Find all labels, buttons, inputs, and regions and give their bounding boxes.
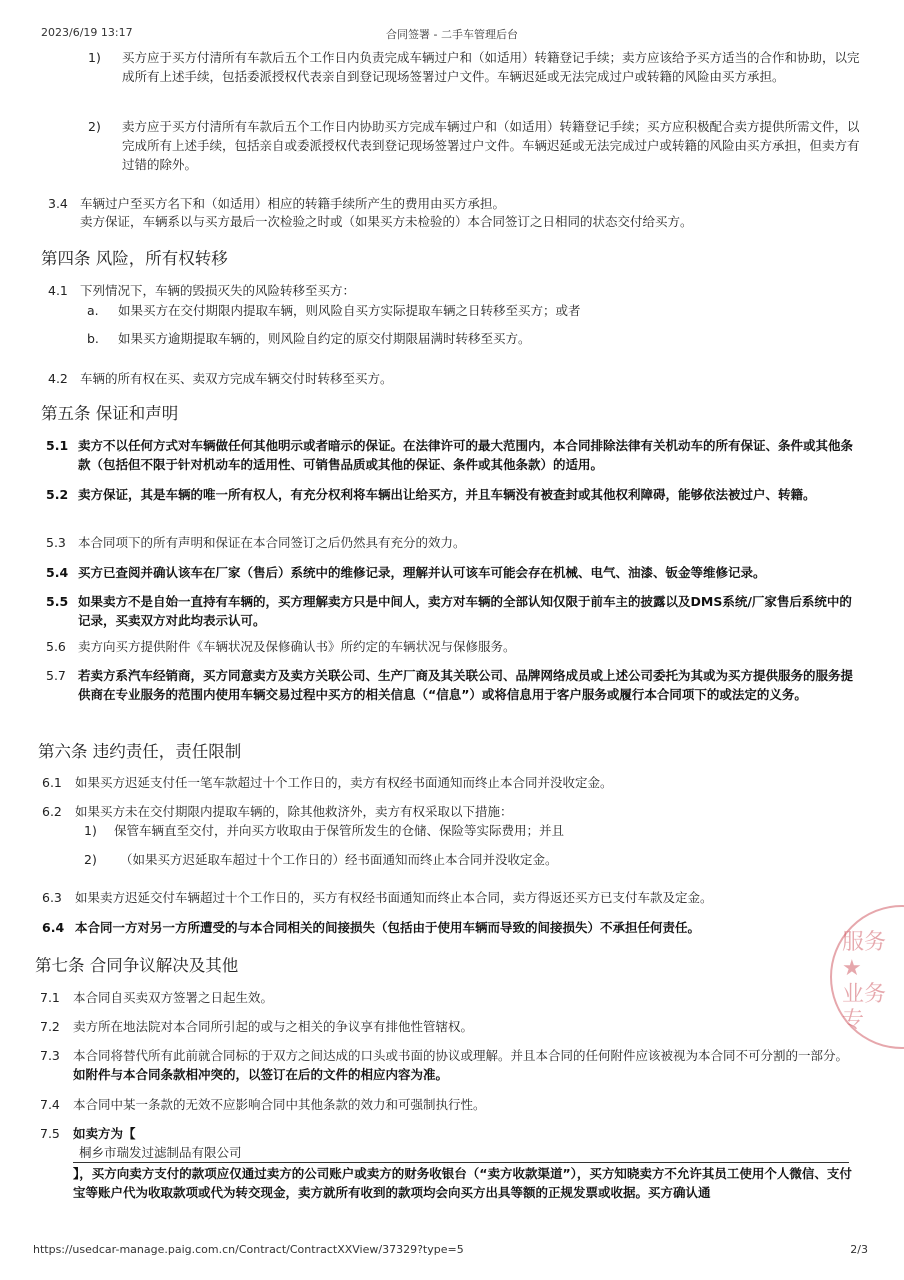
item-number: a. [87,303,99,318]
clause-5-5: 如果卖方不是自始一直持有车辆的，买方理解卖方只是中间人，卖方对车辆的全部认知仅限于前车主的披露以及DMS系统/厂家售后系统中的记录，买卖双方对此均表示认可。 [78,594,852,628]
seal-star-icon: 服务 ★ 业务专 [842,930,887,1033]
item-number: 1) [84,823,97,838]
clause-3-3-1: 买方应于买方付清所有车款后五个工作日内负责完成车辆过户和（如适用）转籍登记手续；卖方应该给予买方适当的合作和协助，以完成所有上述手续，包括委派授权代表亲自到登记现场签署过户文件。车辆迟延或无法完成过户或转籍的风险由买方承担。 [122,50,860,84]
clause-3-3-2: 卖方应于买方付清所有车款后五个工作日内协助买方完成车辆过户和（如适用）转籍登记手续；买方应积极配合卖方提供所需文件，以完成所有上述手续，包括亲自或委派授权代表到登记现场签署过户文件。车辆迟延或无法完成过户或转籍的风险由买方承担，但卖方有过错的除外。 [122,119,860,172]
company-underline [73,1162,849,1163]
clause-4-1-a: 如果买方在交付期限内提取车辆，则风险自买方实际提取车辆之日转移至买方；或者 [118,303,581,318]
article-6-heading: 第六条 违约责任，责任限制 [38,742,242,761]
clause-number: 5.2 [46,487,69,502]
clause-6-2-1: 保管车辆直至交付，并向买方收取由于保管所发生的仓储、保险等实际费用；并且 [114,823,565,838]
seller-company-name: 桐乡市瑞发过滤制品有限公司 [79,1145,242,1160]
page-url: https://usedcar-manage.paig.com.cn/Contract/ContractXXView/37329?type=5 [33,1243,464,1256]
article-5-heading: 第五条 保证和声明 [41,404,179,423]
page-title: 合同签署 - 二手车管理后台 [386,28,518,41]
clause-7-4: 本合同中某一条款的无效不应影响合同中其他条款的效力和可强制执行性。 [73,1097,486,1112]
clause-number: 6.2 [42,804,62,819]
clause-7-3-bold: 如附件与本合同条款相冲突的，以签订在后的文件的相应内容为准。 [73,1067,449,1082]
clause-5-4: 买方已查阅并确认该车在厂家（售后）系统中的维修记录，理解并认可该车可能会存在机械、电气、油漆、钣金等维修记录。 [78,565,766,580]
clause-7-5-text: 】，买方向卖方支付的款项应仅通过卖方的公司账户或卖方的财务收银台（“卖方收款渠道”），买方知晓卖方不允许其员工使用个人微信、支付宝等账户代为收取款项或代为转交现金，卖方就所有收到的款项均会向买方出具等额的正规发票或收据。买方确认通 [73,1166,852,1200]
item-number: 1) [88,50,101,65]
clause-7-3-text: 本合同将替代所有此前就合同标的于双方之间达成的口头或书面的协议或理解。并且本合同的任何附件应该被视为本合同不可分割的一部分。 [73,1048,849,1063]
clause-4-1-b: 如果买方逾期提取车辆的，则风险自约定的原交付期限届满时转移至买方。 [118,331,531,346]
clause-5-3: 本合同项下的所有声明和保证在本合同签订之后仍然具有充分的效力。 [78,535,466,550]
print-datetime: 2023/6/19 13:17 [41,26,133,39]
clause-number: 7.3 [40,1048,60,1063]
clause-number: 6.3 [42,890,62,905]
clause-6-4: 本合同一方对另一方所遭受的与本合同相关的间接损失（包括由于使用车辆而导致的间接损失）不承担任何责任。 [75,920,701,935]
clause-number: 5.4 [46,565,69,580]
clause-5-2: 卖方保证，其是车辆的唯一所有权人，有充分权利将车辆出让给买方，并且车辆没有被查封或其他权利障碍，能够依法被过户、转籍。 [78,487,816,502]
clause-7-1: 本合同自买卖双方签署之日起生效。 [73,990,274,1005]
clause-number: 4.2 [48,371,68,386]
clause-number: 7.1 [40,990,60,1005]
clause-6-3: 如果卖方迟延交付车辆超过十个工作日的，买方有权经书面通知而终止本合同，卖方得返还买方已支付车款及定金。 [75,890,713,905]
clause-7-3 [73,1046,858,1084]
clause-number: 6.4 [42,920,65,935]
clause-6-1: 如果买方迟延支付任一笔车款超过十个工作日的，卖方有权经书面通知而终止本合同并没收定金。 [75,775,613,790]
article-4-heading: 第四条 风险，所有权转移 [41,249,228,268]
clause-4-2: 车辆的所有权在买、卖双方完成车辆交付时转移至买方。 [80,371,393,386]
clause-6-2: 如果买方未在交付期限内提取车辆的，除其他救济外，卖方有权采取以下措施： [75,804,513,819]
item-number: b. [87,331,99,346]
clause-3-4-line1: 车辆过户至买方名下和（如适用）相应的转籍手续所产生的费用由买方承担。 [80,196,506,211]
clause-number: 4.1 [48,283,68,298]
clause-5-7: 若卖方系汽车经销商，买方同意卖方及卖方关联公司、生产厂商及其关联公司、品牌网络成员或上述公司委托为其或为买方提供服务的服务提供商在专业服务的范围内使用车辆交易过程中买方的相关信息（“信息”）或将信息用于客户服务或履行本合同项下的或法定的义务。 [78,668,854,702]
clause-7-2: 卖方所在地法院对本合同所引起的或与之相关的争议享有排他性管辖权。 [73,1019,474,1034]
clause-number: 5.6 [46,639,66,654]
clause-number: 7.5 [40,1126,60,1141]
clause-number: 5.3 [46,535,66,550]
clause-number: 7.2 [40,1019,60,1034]
clause-6-2-2: （如果买方迟延取车超过十个工作日的）经书面通知而终止本合同并没收定金。 [120,852,558,867]
clause-3-4-line2: 卖方保证，车辆系以与买方最后一次检验之时或（如果买方未检验的）本合同签订之日相同的状态交付给买方。 [80,214,693,229]
clause-number: 6.1 [42,775,62,790]
clause-5-6: 卖方向买方提供附件《车辆状况及保修确认书》所约定的车辆状况与保修服务。 [78,639,516,654]
clause-number: 5.1 [46,438,69,453]
article-7-heading: 第七条 合同争议解决及其他 [35,956,239,975]
item-number: 2) [88,119,101,134]
clause-number: 7.4 [40,1097,60,1112]
clause-7-5-lead: 如卖方为【 [73,1126,136,1141]
page-number: 2/3 [850,1243,868,1256]
clause-number: 3.4 [48,196,68,211]
clause-5-1: 卖方不以任何方式对车辆做任何其他明示或者暗示的保证。在法律许可的最大范围内，本合同排除法律有关机动车的所有保证、条件或其他条款（包括但不限于针对机动车的适用性、可销售品质或其他的保证、条件或其他条款）的适用。 [78,438,854,472]
clause-number: 5.5 [46,594,69,609]
clause-4-1: 下列情况下，车辆的毁损灭失的风险转移至买方： [80,283,356,298]
clause-number: 5.7 [46,668,66,683]
item-number: 2) [84,852,97,867]
